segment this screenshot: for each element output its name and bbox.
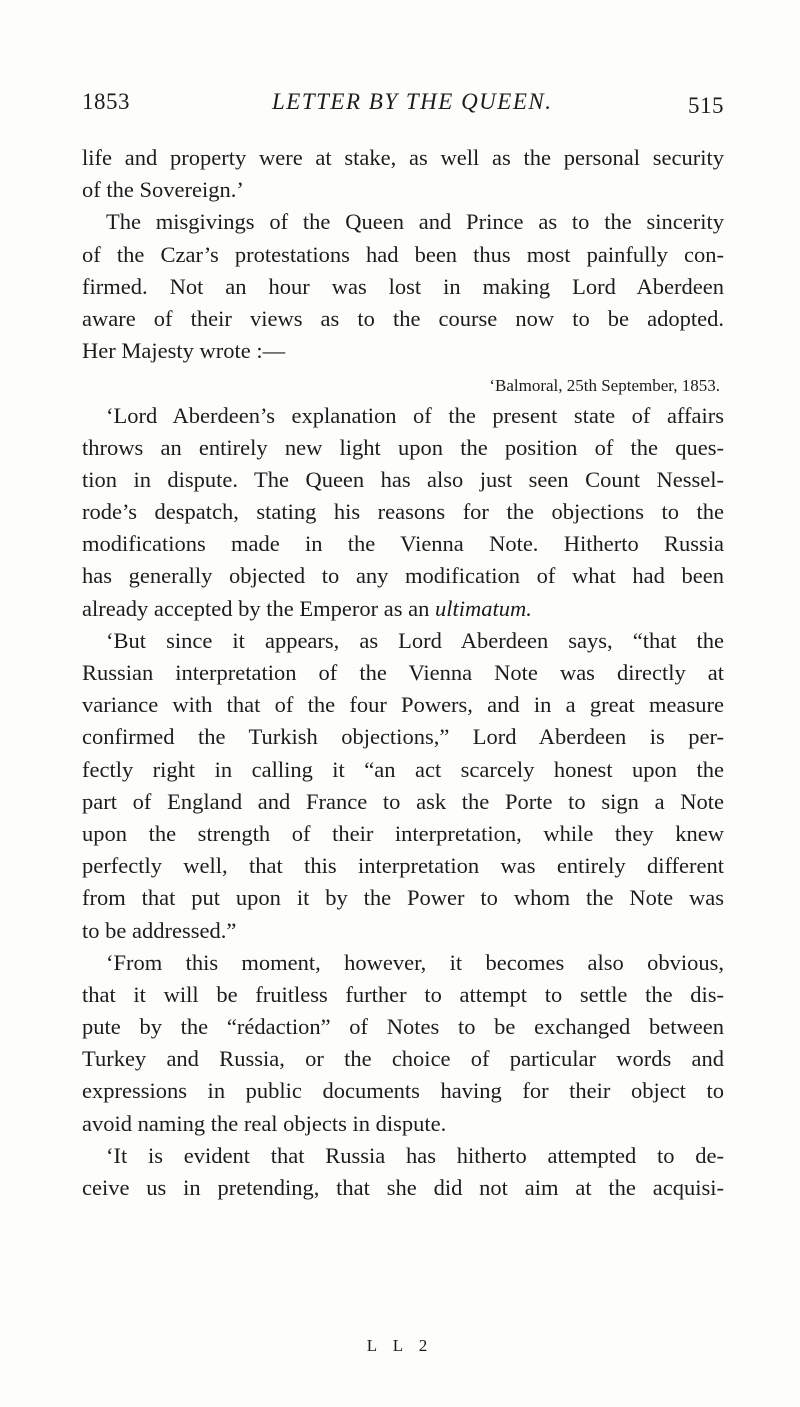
text-line (82, 689, 724, 721)
text-line-content: modifications made in the Vienna Note. Hitherto Russia (82, 531, 724, 557)
text-line (82, 206, 724, 238)
text-line (82, 1108, 724, 1140)
text-line (82, 142, 724, 174)
text-line (82, 1043, 724, 1075)
page-header (82, 89, 724, 125)
text-line-content: from that put upon it by the Power to whom the Note was (82, 885, 724, 911)
text-line (82, 528, 724, 560)
letter-dateline (82, 367, 724, 399)
text-line-content: avoid naming the real objects in dispute. (82, 1110, 447, 1136)
header-year: 1853 (82, 89, 130, 114)
text-line-content: upon the strength of their interpretation, while they knew (82, 820, 724, 846)
text-line (82, 657, 724, 689)
text-line (82, 496, 724, 528)
text-line-content: has generally objected to any modification of what had been (82, 563, 724, 589)
text-line-content: perfectly well, that this interpretation was entirely different (82, 853, 724, 879)
text-line-content: The misgivings of the Queen and Prince as to the sincerity (106, 209, 724, 235)
text-line (82, 271, 724, 303)
text-line (82, 464, 724, 496)
signature-mark: L L 2 (366, 1336, 434, 1355)
text-line-content: ‘From this moment, however, it becomes also obvious, (106, 949, 724, 975)
text-line (82, 754, 724, 786)
text-line-content: rode’s despatch, stating his reasons for the objections to the (82, 499, 724, 525)
text-line-content: of the Czar’s protestations had been thus most painfully con- (82, 241, 724, 267)
text-line (82, 400, 724, 432)
text-line (82, 882, 724, 914)
text-line (82, 721, 724, 753)
page-number: 515 (688, 93, 724, 118)
text-line-content: confirmed the Turkish objections,” Lord Aberdeen is per- (82, 724, 724, 750)
running-title: LETTER BY THE QUEEN. (272, 89, 553, 114)
text-line (82, 1140, 724, 1172)
text-line (82, 1011, 724, 1043)
text-line (82, 1075, 724, 1107)
text-line-content: expressions in public documents having for their object to (82, 1078, 724, 1104)
text-line-content: aware of their views as to the course now to be adopted. (82, 305, 724, 331)
text-line (82, 303, 724, 335)
text-line-content: of the Sovereign.’ (82, 177, 244, 203)
text-line-content: pute by the “rédaction” of Notes to be exchanged between (82, 1014, 724, 1040)
text-line-content: throws an entirely new light upon the position of the ques- (82, 434, 724, 460)
text-line-content: variance with that of the four Powers, and in a great measure (82, 692, 724, 718)
text-line (82, 593, 724, 625)
italic-word: ultimatum. (434, 595, 532, 621)
text-line-content: Turkey and Russia, or the choice of particular words and (82, 1046, 724, 1072)
text-line (82, 174, 724, 206)
text-line-content: life and property were at stake, as well as the personal security (82, 145, 724, 170)
text-line (82, 947, 724, 979)
text-line-content: ‘It is evident that Russia has hitherto attempted to de- (106, 1142, 724, 1168)
text-line-content: already accepted by the Emperor as an (82, 595, 430, 621)
text-line (82, 915, 724, 947)
text-line (82, 850, 724, 882)
body-text (82, 142, 724, 1204)
text-line-content: part of England and France to ask the Porte to sign a Note (82, 788, 724, 814)
text-line (82, 625, 724, 657)
text-line-content: that it will be fruitless further to attempt to settle the dis- (82, 981, 724, 1007)
text-line (82, 979, 724, 1011)
text-line-content: firmed. Not an hour was lost in making Lord Aberdeen (82, 273, 724, 299)
text-line (82, 432, 724, 464)
text-line-content: Her Majesty wrote :— (82, 338, 286, 364)
text-line (82, 818, 724, 850)
text-line (82, 239, 724, 271)
text-line-content: to be addressed.” (82, 917, 237, 943)
text-line-content: ceive us in pretending, that she did not aim at the acquisi- (82, 1175, 724, 1200)
text-line (82, 1172, 724, 1204)
text-line (82, 786, 724, 818)
text-line-content: ‘Lord Aberdeen’s explanation of the present state of affairs (106, 402, 724, 428)
text-line-content: tion in dispute. The Queen has also just seen Count Nessel- (82, 466, 724, 492)
text-line-content: ‘Balmoral, 25th September, 1853. (489, 376, 720, 396)
text-line (82, 335, 724, 367)
text-line-content: ‘But since it appears, as Lord Aberdeen says, “that the (106, 627, 724, 653)
text-line-content: Russian interpretation of the Vienna Note was directly at (82, 660, 724, 685)
text-line-content: fectly right in calling it “an act scarcely honest upon the (82, 756, 724, 782)
text-line (82, 560, 724, 592)
